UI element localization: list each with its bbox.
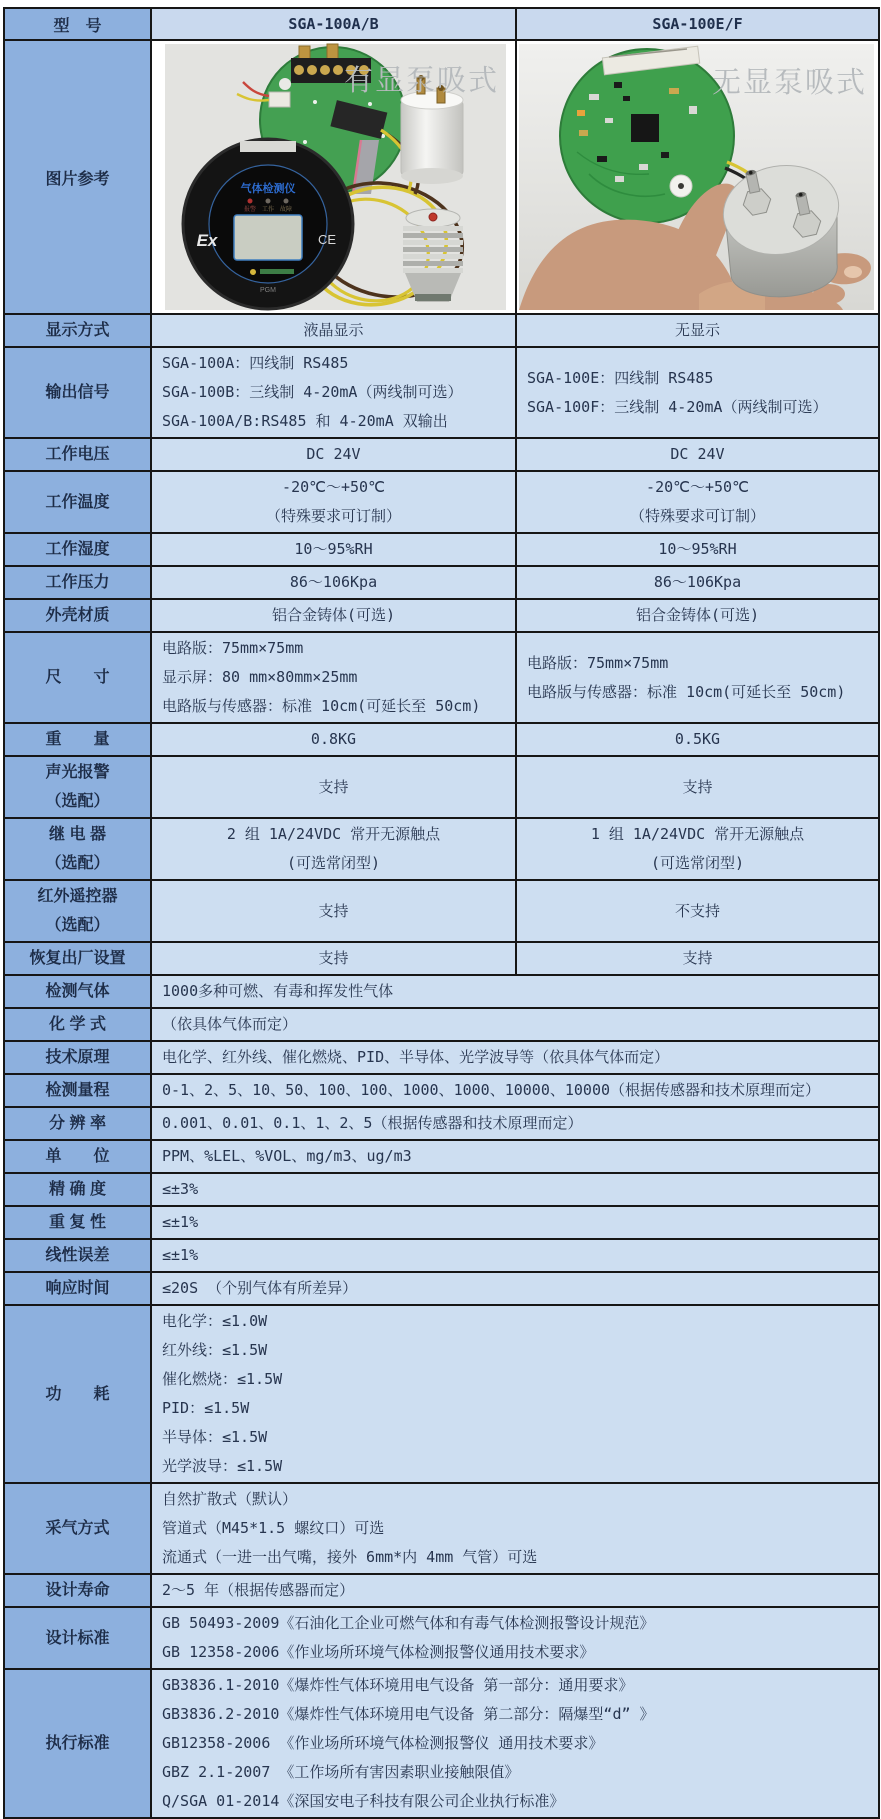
spec-text-line: （选配） [45, 917, 110, 934]
spec-text-line: GB3836.2-2010《爆炸性气体环境用电气设备 第二部分：隔爆型“d” 》 [162, 1705, 655, 1723]
spec-row-label [4, 880, 151, 942]
spec-text-line: 工作压力 [45, 574, 110, 591]
spec-text-line: 0.5KG [674, 730, 721, 748]
spec-text-line: 精 确 度 [49, 1181, 106, 1198]
led-label-alarm: 报警 [243, 207, 257, 213]
spec-text-line: 输出信号 [45, 384, 110, 401]
spec-text-line: 0.8KG [310, 730, 357, 748]
spec-sheet-page [0, 7, 881, 1810]
spec-text-line: 红外遥控器 [37, 888, 118, 905]
spec-text-line: ≤±3% [162, 1180, 199, 1198]
spec-text-line: （选配） [45, 855, 110, 872]
spec-value-model-a [151, 347, 516, 438]
product-photo-cell-b [516, 40, 879, 314]
spec-text-line: 化 学 式 [49, 1016, 106, 1033]
spec-text-line: 电化学：≤1.0W [162, 1312, 268, 1330]
spec-value-merged [151, 1206, 879, 1239]
spec-row-label [4, 1272, 151, 1305]
product-photo-pump-display [165, 44, 506, 310]
spec-text-line: 支持 [318, 777, 349, 796]
spec-text-line: 铝合金铸体(可选) [635, 606, 760, 624]
spec-text-line: ≤±1% [162, 1246, 199, 1264]
spec-text-line: 工作电压 [45, 446, 110, 463]
spec-value-model-a [151, 471, 516, 533]
spec-text-line: 支持 [682, 949, 713, 967]
spec-text-line: 功 耗 [45, 1385, 110, 1403]
spec-value-merged [151, 1574, 879, 1607]
spec-row [4, 566, 879, 599]
spec-text-line: 0.001、0.01、0.1、1、2、5（根据传感器和技术原理而定） [162, 1114, 583, 1132]
spec-value-merged [151, 1140, 879, 1173]
spec-text-line: 催化燃烧：≤1.5W [162, 1370, 283, 1388]
spec-row [4, 1669, 879, 1818]
spec-text-line: 检测量程 [45, 1082, 110, 1099]
spec-row [4, 756, 879, 818]
spec-row-label [4, 942, 151, 975]
spec-table-body [4, 8, 879, 1818]
spec-value-model-a [151, 566, 516, 599]
model-row-label: 型 号 [4, 8, 151, 40]
spec-row [4, 1041, 879, 1074]
spec-row-label [4, 347, 151, 438]
spec-text-line: 分 辨 率 [49, 1115, 106, 1132]
spec-value-model-a [151, 942, 516, 975]
lcd-gas-detector [183, 139, 353, 309]
spec-value-merged [151, 1107, 879, 1140]
spec-text-line: SGA-100A/B:RS485 和 4-20mA 双输出 [162, 412, 448, 430]
spec-row [4, 1173, 879, 1206]
spec-text-line: 线性误差 [45, 1247, 110, 1264]
spec-text-line: 电路版：75mm×75mm [527, 653, 669, 672]
spec-value-merged [151, 1272, 879, 1305]
spec-text-line: 响应时间 [45, 1280, 110, 1297]
product-photo-no-display [519, 44, 874, 310]
spec-row [4, 880, 879, 942]
spec-text-line: 工作温度 [45, 493, 110, 511]
spec-text-line: ≤±1% [162, 1213, 199, 1231]
spec-text-line: 显示方式 [45, 322, 110, 339]
spec-row-label [4, 1041, 151, 1074]
spec-row [4, 975, 879, 1008]
spec-row [4, 1607, 879, 1669]
photo-b-watermark: 无显泵吸式 [711, 66, 867, 99]
spec-text-line: 自然扩散式（默认） [162, 1490, 298, 1508]
spec-text-line: 10～95%RH [658, 540, 737, 558]
spec-text-line: 尺 寸 [45, 669, 110, 686]
spec-value-model-b [516, 347, 879, 438]
spec-row [4, 818, 879, 880]
spec-text-line: 1000多种可燃、有毒和挥发性气体 [162, 982, 394, 1000]
spec-text-line: 管道式（M45*1.5 螺纹口）可选 [162, 1519, 385, 1537]
spec-value-merged [151, 1008, 879, 1041]
spec-text-line: 检测气体 [45, 983, 110, 1000]
spec-row-label [4, 566, 151, 599]
spec-value-model-b [516, 566, 879, 599]
spec-text-line: SGA-100B：三线制 4-20mA（两线制可选） [162, 383, 463, 401]
spec-text-line: 重 复 性 [49, 1214, 106, 1231]
ex-mark-text: Ex [196, 231, 218, 250]
spec-text-line: 技术原理 [45, 1049, 110, 1066]
spec-value-model-b [516, 756, 879, 818]
spec-text-line: 电路版：75mm×75mm [162, 639, 304, 657]
product-photo-cell-a [151, 40, 516, 314]
spec-text-line: SGA-100A：四线制 RS485 [162, 354, 349, 372]
spec-row [4, 1239, 879, 1272]
ce-mark-text: CE [317, 232, 337, 247]
spec-value-model-a [151, 756, 516, 818]
spec-text-line: 支持 [318, 901, 349, 920]
spec-value-model-b [516, 818, 879, 880]
spec-text-line: 10～95%RH [294, 540, 373, 558]
spec-text-line: 无显示 [674, 321, 720, 339]
spec-text-line: PPM、%LEL、%VOL、mg/m3、ug/m3 [162, 1147, 412, 1165]
spec-row-label [4, 1107, 151, 1140]
spec-value-model-b [516, 632, 879, 723]
spec-row-label [4, 1074, 151, 1107]
spec-text-line: 恢复出厂设置 [29, 950, 126, 967]
spec-value-model-b [516, 471, 879, 533]
spec-text-line: 86～106Kpa [289, 573, 378, 591]
pgm-label-text: PGM [260, 287, 276, 294]
spec-text-line: （特殊要求可订制） [265, 507, 401, 525]
spec-text-line: SGA-100E：四线制 RS485 [527, 368, 714, 387]
spec-value-model-a [151, 314, 516, 347]
model-b-header: SGA-100E/F [516, 8, 879, 40]
spec-row-label [4, 533, 151, 566]
spec-row-label [4, 632, 151, 723]
spec-text-line: 工作湿度 [45, 541, 110, 558]
spec-row [4, 723, 879, 756]
spec-row-label [4, 723, 151, 756]
spec-value-merged [151, 1041, 879, 1074]
spec-text-line: 支持 [318, 949, 349, 967]
spec-text-line: 电化学、红外线、催化燃烧、PID、半导体、光学波导等（依具体气体而定） [162, 1048, 670, 1066]
spec-row [4, 347, 879, 438]
spec-text-line: 0-1、2、5、10、50、100、100、1000、1000、10000、10000（根据传感器和技术原理而定） [162, 1081, 821, 1099]
spec-row-label [4, 314, 151, 347]
spec-value-model-a [151, 723, 516, 756]
spec-row-label [4, 1305, 151, 1483]
spec-row-label [4, 1173, 151, 1206]
spec-value-model-a [151, 880, 516, 942]
spec-text-line: DC 24V [670, 445, 725, 463]
spec-row-label [4, 438, 151, 471]
spec-text-line: 2～5 年（根据传感器而定） [162, 1581, 355, 1599]
spec-value-merged [151, 1305, 879, 1483]
photo-a-watermark: 有显泵吸式 [343, 65, 499, 97]
spec-row-label [4, 975, 151, 1008]
spec-value-merged [151, 1483, 879, 1574]
spec-row-label [4, 1483, 151, 1574]
spec-row-label [4, 1140, 151, 1173]
spec-row [4, 1140, 879, 1173]
spec-value-model-b [516, 723, 879, 756]
spec-text-line: GB3836.1-2010《爆炸性气体环境用电气设备 第一部分：通用要求》 [162, 1676, 634, 1694]
spec-text-line: Q/SGA 01-2014《深国安电子科技有限公司企业执行标准》 [162, 1792, 565, 1810]
spec-row-label [4, 1239, 151, 1272]
spec-text-line: 1 组 1A/24VDC 常开无源触点 [590, 825, 805, 843]
spec-text-line: GB12358-2006 《作业场所环境气体检测报警仪 通用技术要求》 [162, 1734, 604, 1752]
spec-value-model-a [151, 599, 516, 632]
spec-text-line: -20℃～+50℃ [646, 478, 749, 496]
spec-row [4, 1008, 879, 1041]
spec-text-line: 半导体：≤1.5W [162, 1428, 268, 1446]
spec-text-line: （依具体气体而定） [162, 1015, 298, 1033]
spec-text-line: 执行标准 [45, 1735, 110, 1752]
spec-text-line: 86～106Kpa [653, 573, 742, 591]
spec-text-line: 继 电 器 [49, 826, 106, 843]
spec-text-line: 声光报警 [45, 764, 110, 781]
spec-row [4, 471, 879, 533]
spec-value-merged [151, 1669, 879, 1818]
spec-row-label [4, 1008, 151, 1041]
spec-text-line: 重 量 [45, 731, 110, 748]
spec-row-label [4, 1206, 151, 1239]
spec-value-merged [151, 1074, 879, 1107]
spec-row-label [4, 1607, 151, 1669]
spec-text-line: -20℃～+50℃ [282, 478, 385, 496]
spec-row [4, 1107, 879, 1140]
spec-text-line: (可选常闭型) [286, 854, 381, 872]
spec-value-merged [151, 1173, 879, 1206]
spec-text-line: 红外线：≤1.5W [162, 1341, 268, 1359]
spec-row [4, 632, 879, 723]
spec-row-label [4, 1669, 151, 1818]
spec-row-label [4, 471, 151, 533]
spec-text-line: 支持 [682, 777, 713, 796]
spec-value-model-a [151, 818, 516, 880]
spec-text-line: GBZ 2.1-2007 《工作场所有害因素职业接触限值》 [162, 1763, 520, 1781]
spec-text-line: 铝合金铸体(可选) [271, 606, 396, 624]
spec-text-line: 液晶显示 [303, 321, 364, 339]
spec-text-line: GB 50493-2009《石油化工企业可燃气体和有毒气体检测报警设计规范》 [162, 1614, 655, 1632]
image-row-label: 图片参考 [4, 40, 151, 314]
spec-row-label [4, 599, 151, 632]
spec-text-line: （选配） [45, 793, 110, 810]
spec-row [4, 314, 879, 347]
spec-value-model-b [516, 942, 879, 975]
spec-row [4, 1206, 879, 1239]
spec-text-line: 设计标准 [45, 1629, 110, 1647]
spec-row [4, 942, 879, 975]
spec-text-line: SGA-100F：三线制 4-20mA（两线制可选） [527, 397, 828, 416]
spec-value-model-b [516, 533, 879, 566]
spec-value-merged [151, 975, 879, 1008]
spec-row [4, 1574, 879, 1607]
spec-value-model-a [151, 438, 516, 471]
spec-text-line: PID：≤1.5W [162, 1399, 250, 1417]
spec-text-line: 光学波导：≤1.5W [162, 1457, 283, 1475]
spec-value-model-a [151, 533, 516, 566]
spec-row [4, 599, 879, 632]
spec-text-line: 流通式（一进一出气嘴，接外 6mm*内 4mm 气管）可选 [162, 1548, 538, 1566]
lcd-title-text: 气体检测仪 [240, 183, 296, 195]
spec-text-line: 外壳材质 [45, 607, 110, 624]
spec-text-line: 电路版与传感器：标准 10cm(可延长至 50cm) [527, 682, 846, 701]
spec-row [4, 438, 879, 471]
spec-value-merged [151, 1607, 879, 1669]
spec-value-model-b [516, 599, 879, 632]
spec-row-label [4, 756, 151, 818]
spec-row [4, 1272, 879, 1305]
spec-text-line: 采气方式 [45, 1520, 110, 1537]
spec-text-line: (可选常闭型) [650, 854, 745, 872]
led-label-fault: 故障 [279, 207, 293, 213]
spec-row [4, 1074, 879, 1107]
header-row [4, 8, 879, 40]
spec-text-line: GB 12358-2006《作业场所环境气体检测报警仪通用技术要求》 [162, 1643, 595, 1661]
spec-value-model-b [516, 314, 879, 347]
product-spec-table [3, 7, 880, 1819]
spec-value-model-b [516, 438, 879, 471]
spec-text-line: 电路版与传感器：标准 10cm(可延长至 50cm) [162, 697, 481, 715]
model-a-header: SGA-100A/B [151, 8, 516, 40]
led-label-work: 工作 [261, 207, 275, 213]
spec-text-line: 显示屏：80 mm×80mm×25mm [162, 668, 358, 686]
spec-value-model-b [516, 880, 879, 942]
spec-text-line: ≤20S （个别气体有所差异） [162, 1279, 358, 1297]
finned-metal-sensor [403, 209, 463, 302]
spec-text-line: （特殊要求可订制） [629, 507, 765, 525]
spec-text-line: 2 组 1A/24VDC 常开无源触点 [226, 825, 441, 843]
spec-row-label [4, 818, 151, 880]
spec-row [4, 1305, 879, 1483]
spec-text-line: 设计寿命 [45, 1582, 110, 1599]
spec-text-line: DC 24V [306, 445, 361, 463]
spec-row [4, 533, 879, 566]
spec-row [4, 1483, 879, 1574]
spec-value-merged [151, 1239, 879, 1272]
spec-row-label [4, 1574, 151, 1607]
spec-text-line: 单 位 [45, 1148, 110, 1165]
spec-value-model-a [151, 632, 516, 723]
spec-text-line: 不支持 [674, 901, 720, 920]
image-row [4, 40, 879, 314]
